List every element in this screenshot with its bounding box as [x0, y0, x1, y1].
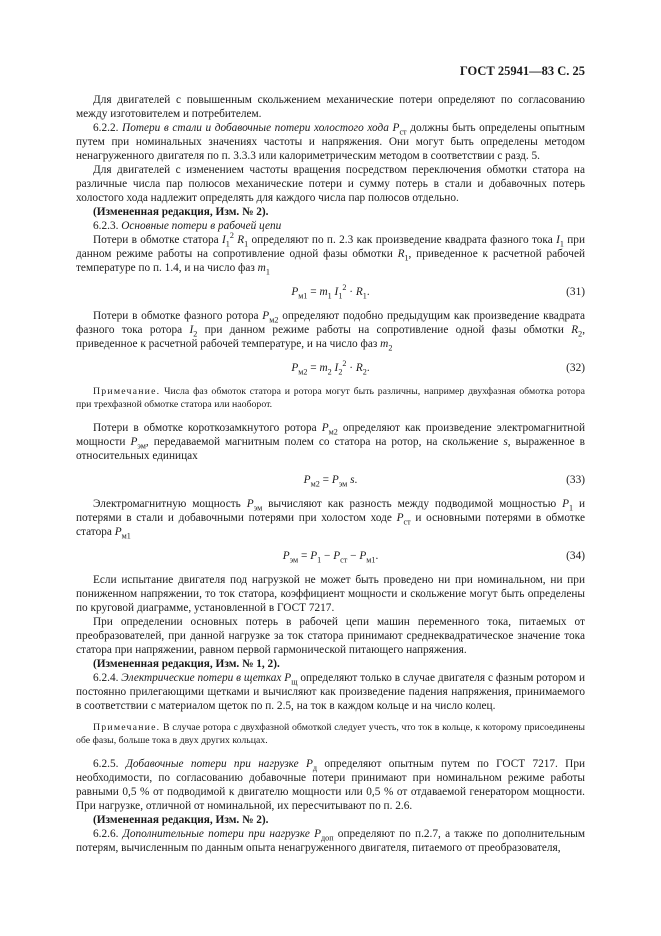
section-title: Электрические потери в щетках: [121, 672, 282, 684]
equation-34: $P_{эм} = P_1 - P_{ст} - P_{м1}$. (34): [282, 550, 585, 565]
paragraph-phase-rotor-losses: Потери в обмотке фазного ротора $P_{м2}$ определяют подобно предыдущим как произведение квадрата фазного тока ротора $I_2$ при данном режиме работы на сопротивление одной фазы обмотки $R_2$, приведенное к расчетной рабочей температуре, и на число фаз $m_2$: [76, 310, 586, 353]
equation-33: $P_{м2} = P_{эм}$ s. (33): [303, 474, 585, 489]
running-header: ГОСТ 25941—83 С. 25: [459, 64, 585, 78]
paragraph-mech-losses: Для двигателей с повышенным скольжением механические потери определяют по согласованию между изготовителем и потребителем.: [76, 94, 585, 120]
equation-number: (31): [566, 286, 585, 298]
section-6-2-3: 6.2.3. Основные потери в рабочей цепи: [93, 220, 282, 232]
equation-number: (32): [566, 362, 585, 374]
equation-32: $P_{м2} = m_2$ $I_2^2 \cdot R_2$. (32): [291, 359, 585, 377]
paragraph-stator-losses: Потери в обмотке статора $I_1^2$ $R_1$ определяют по п. 2.3 как произведение квадрата фазного тока $I_1$ при данном режиме работы на сопротивление одной фазы обмотки $R_1$, приведенное к расчетной рабочей температуре по п. 1.4, и на число фаз $m_1$: [76, 231, 586, 277]
note-two-phase-rotor: Примечание. В случае ротора с двухфазной обмоткой следует учесть, что ток в кольце, к которому присоединены обе фазы, больше тока в двух других кольцах.: [76, 722, 585, 746]
section-6-2-5: 6.2.5. Добавочные потери при нагрузке $P_д$ определяют опытным путем по ГОСТ 7217. При необходимости, по согласованию добавочные потери принимают при номинальном режиме работы равными 0,5 % от подводимой к двигателю мощности или 0,5 % от отдаваемой генератором мощности. При нагрузке, отличной от номинальной, их пересчитывают по п. 2.6.: [76, 758, 586, 812]
note-phases: Примечание. Числа фаз обмоток статора и ротора могут быть различны, например двухфазная обмотка ротора при трехфазной обмотке статора или наоборот.: [76, 386, 585, 410]
section-6-2-6: 6.2.6. Дополнительные потери при нагрузке $P_{доп}$ определяют по п.2.7, а также по дополнительным потерям, вычисленным по данным опыта ненагруженного двигателя, питаемого от преобразователя,: [76, 828, 585, 854]
paragraph-pole-switching: Для двигателей с изменением частоты вращения посредством переключения обмотки статора на различные числа пар полюсов механические потери и сумму потерь в стали и добавочных потерь холостого хода надлежит определять для каждого числа пар полюсов отдельно.: [76, 164, 585, 204]
paragraph-circle-diagram: Если испытание двигателя под нагрузкой не может быть проведено ни при номинальном, ни при пониженном напряжении, то ток статора, коэффициент мощности и скольжение могут быть определены по круговой диаграмме, установленной в ГОСТ 7217.: [76, 574, 585, 614]
section-title: Основные потери в рабочей цепи: [121, 220, 282, 232]
paragraph-converters: При определении основных потерь в рабочей цепи машин переменного тока, питаемых от преобразователей, при данной нагрузке за ток статора принимают среднеквадратическое значение тока статора при напряжении, равном первой гармонической питающего напряжения.: [76, 616, 585, 656]
equation-31: $P_{м1} = m_1$ $I_1^2 \cdot R_1$. (31): [291, 283, 585, 301]
equation-number: (33): [566, 474, 585, 486]
page-body: [76, 93, 585, 855]
edit-note-1: (Измененная редакция, Изм. № 2).: [93, 206, 269, 218]
paragraph-em-power: Электромагнитную мощность $P_{эм}$ вычисляют как разность между подводимой мощностью $P_1$ и потерями в стали и добавочными потерями при холостом ходе $P_{ст}$ и основными потерями в обмотке статора $P_{м1}$: [76, 498, 586, 541]
edit-note-3: (Измененная редакция, Изм. № 2).: [93, 814, 269, 826]
section-6-2-4: 6.2.4. Электрические потери в щетках $P_щ$ определяют только в случае двигателя с фазным ротором и постоянно прилегающими щетками и вычисляют как произведение падения напряжения, принимаемого в соответствии с материалом щеток по п. 2.5, на ток в каждом кольце и на число колец.: [76, 672, 586, 712]
equation-number: (34): [566, 550, 585, 562]
section-title: Добавочные потери при нагрузке: [125, 758, 299, 770]
section-title: Потери в стали и добавочные потери холостого хода: [122, 122, 389, 134]
edit-note-2: (Измененная редакция, Изм. № 1, 2).: [93, 658, 280, 670]
section-title: Дополнительные потери при нагрузке: [122, 828, 310, 840]
paragraph-squirrel-cage-losses: Потери в обмотке короткозамкнутого ротора $P_{м2}$ определяют как произведение электромагнитной мощности $P_{эм}$, передаваемой магнитным полем со статора на ротор, на скольжение s, выраженное в относительных единицах: [76, 422, 586, 462]
section-6-2-2: 6.2.2. Потери в стали и добавочные потери холостого хода $P_{ст}$ должны быть определены опытным путем при номинальных значениях частоты и напряжения. Они могут быть определены методом ненагруженного двигателя по п. 3.3.3 или калориметрическим методом в соответствии с разд. 5.: [76, 122, 586, 162]
